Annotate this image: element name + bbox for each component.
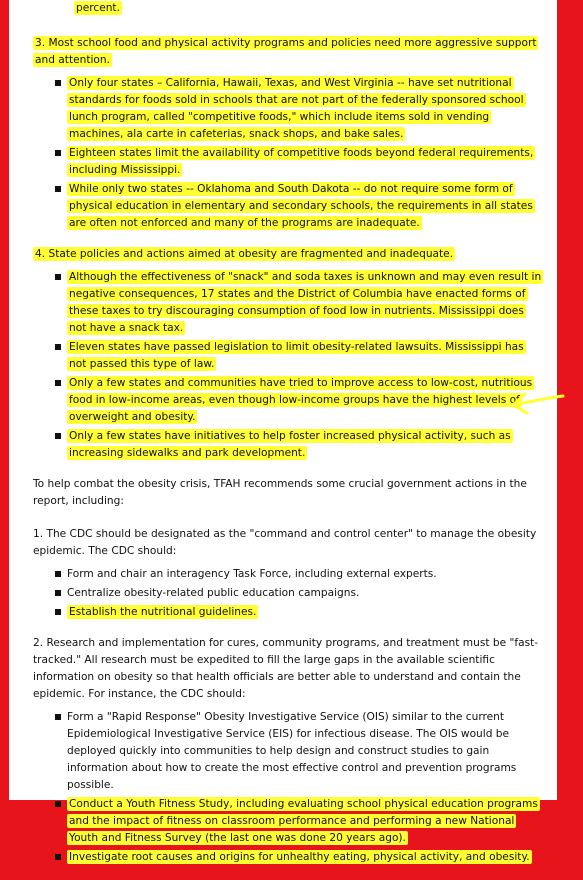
document-body [33,0,543,880]
list-item: Only a few states and communities have tried to improve access to low-cost, nutritious food in low-income areas, even though low-income groups have the highest levels of overweight and obesity. [67,375,543,426]
recommendation-2-list [33,709,543,866]
recommendation-1-list [33,566,543,621]
section-3-heading: 3. Most school food and physical activity programs and policies need more aggressive support and attention. [35,37,537,66]
list-item: Form and chair an interagency Task Force, including external experts. [67,566,543,583]
bullet-square-icon [55,714,61,720]
list-item: While only two states -- Oklahoma and South Dakota -- do not require some form of physical education in elementary and secondary schools, the requirements in all states are often not enforced and many of the programs are inadequate. [67,181,543,232]
recommendation-2-heading: 2. Research and implementation for cures, community programs, and treatment must be "fast-tracked." All research must be expedited to fill the large gaps in the available scientific information on obesity so that health officials are better able to understand and contain the epidemic. For instance, the CDC should: [33,637,539,700]
bullet-square-icon [55,590,61,596]
list-item: Establish the nutritional guidelines. [67,604,543,621]
list-item: Although the effectiveness of "snack" and soda taxes is unknown and may even result in negative consequences, 17 states and the District of Columbia have enacted forms of these taxes to try discouraging consumption of food low in nutrients. Mississippi does not have a snack tax. [67,269,543,337]
list-item: Only four states – California, Hawaii, Texas, and West Virginia -- have set nutritional standards for foods sold in schools that are not part of the federally sponsored school lunch program, called "competitive foods," which include items sold in vending machines, ala carte in cafeterias, snack shops, and bake sales. [67,75,543,143]
bullet-square-icon [55,433,61,439]
recommendation-1-heading: 1. The CDC should be designated as the "command and control center" to manage the obesity epidemic. The CDC should: [33,528,537,557]
bullet-square-icon [55,150,61,156]
bullet-square-icon [55,274,61,280]
hand-drawn-arrow-icon [507,388,567,416]
list-item: Conduct a Youth Fitness Study, including evaluating school physical education programs and the impact of fitness on classroom performance and performing a new National Youth and Fitness Survey (the last one was done 20 years ago). [67,796,543,847]
bullet-square-icon [55,80,61,86]
list-item: Eleven states have passed legislation to limit obesity-related lawsuits. Mississippi has not passed this type of law. [67,339,543,373]
list-item: Centralize obesity-related public education campaigns. [67,585,543,602]
intro-paragraph: To help combat the obesity crisis, TFAH recommends some crucial government actions in the report, including: [33,478,527,507]
list-item: Investigate root causes and origins for unhealthy eating, physical activity, and obesity. [67,849,543,866]
bullet-square-icon [55,801,61,807]
bullet-square-icon [55,609,61,615]
list-item: Eighteen states limit the availability of competitive foods beyond federal requirements, including Mississippi. [67,145,543,179]
bullet-square-icon [55,344,61,350]
document-page [9,0,557,863]
bullet-square-icon [55,186,61,192]
list-item: Form a "Rapid Response" Obesity Investigative Service (OIS) similar to the current Epidemiological Investigative Service (EIS) for infectious disease. The OIS would be deployed quickly into communities to help design and construct studies to gain information about how to create the most effective control and prevention programs possible. [67,709,543,794]
section-3-list [33,75,543,232]
bullet-square-icon [55,571,61,577]
section-4-list [33,269,543,462]
carryover-fragment: percent. [76,2,120,14]
bullet-square-icon [55,380,61,386]
list-item: Only a few states have initiatives to help foster increased physical activity, such as increasing sidewalks and park development. [67,428,543,462]
bullet-square-icon [55,854,61,860]
section-4-heading: 4. State policies and actions aimed at obesity are fragmented and inadequate. [35,248,454,260]
